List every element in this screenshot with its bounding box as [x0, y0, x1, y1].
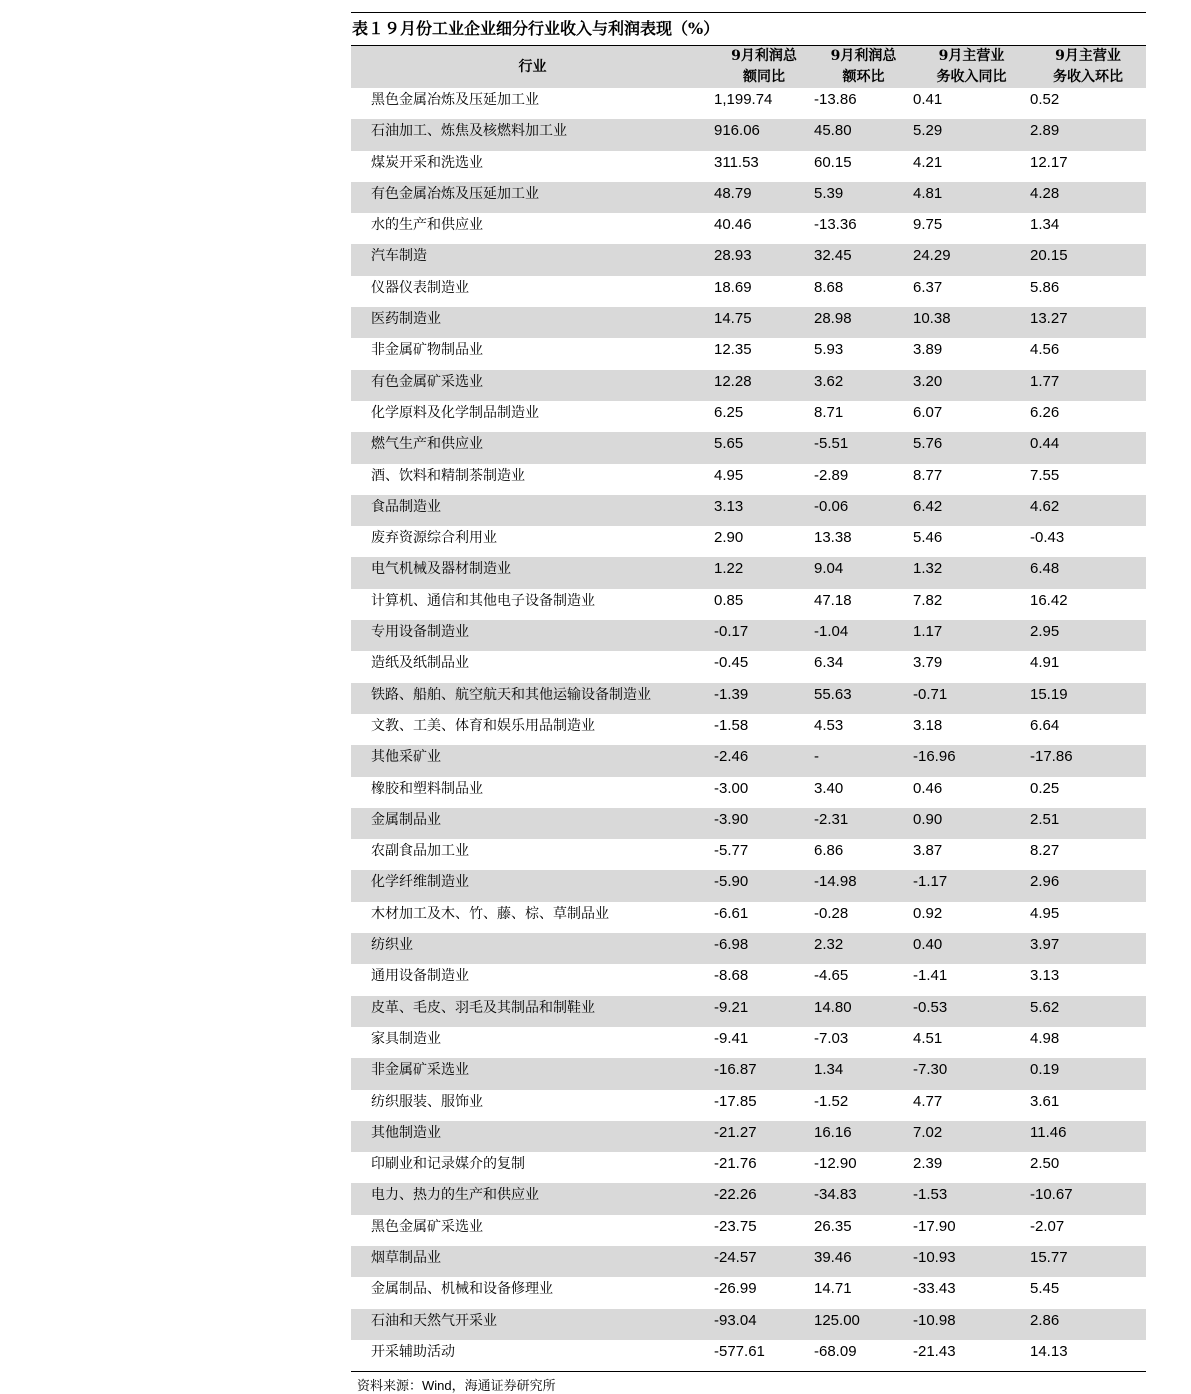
- value-cell: 2.32: [814, 933, 913, 964]
- industry-name-cell: 黑色金属冶炼及压延加工业: [371, 92, 539, 108]
- industry-name-cell: 木材加工及木、竹、藤、棕、草制品业: [371, 905, 609, 922]
- industry-name-cell: 有色金属冶炼及压延加工业: [351, 182, 714, 213]
- table-row: [351, 870, 1146, 901]
- table-row: [351, 839, 1146, 870]
- value-cell: 1,199.74: [714, 91, 773, 108]
- value-cell: -13.36: [814, 216, 857, 234]
- value-cell: -0.45: [714, 654, 749, 672]
- value-cell: -68.09: [814, 1342, 857, 1360]
- value-cell: -16.87: [714, 1058, 814, 1089]
- value-cell: 3.89: [913, 341, 943, 359]
- value-cell: 0.92: [913, 904, 943, 922]
- table-row: [351, 745, 1146, 776]
- value-cell: -3.00: [714, 779, 749, 797]
- value-cell: 14.80: [814, 996, 913, 1027]
- value-cell: 0.25: [1030, 779, 1060, 797]
- value-cell: 3.13: [714, 495, 814, 526]
- industry-name-cell: 计算机、通信和其他电子设备制造业: [371, 592, 595, 609]
- industry-name-cell: 非金属矿物制品业: [371, 342, 483, 359]
- value-cell: 125.00: [814, 1309, 913, 1340]
- value-cell: -1.41: [913, 967, 948, 985]
- value-cell: -0.43: [1030, 529, 1065, 547]
- table-row: [351, 620, 1146, 651]
- value-cell: 3.79: [913, 654, 943, 672]
- value-cell: 3.20: [913, 370, 1030, 401]
- header-industry: 行业: [351, 46, 714, 89]
- value-cell: -0.71: [913, 683, 1030, 714]
- industry-name-cell: 黑色金属矿采选业: [371, 1218, 483, 1235]
- industry-name-cell: 燃气生产和供应业: [351, 432, 714, 463]
- value-cell: -9.21: [714, 996, 814, 1027]
- table-row: [351, 119, 1146, 150]
- table-row: [351, 1215, 1146, 1246]
- value-cell: 6.25: [714, 403, 744, 421]
- value-cell: 16.16: [814, 1121, 913, 1152]
- value-cell: 8.68: [814, 278, 844, 296]
- value-cell: -9.41: [714, 1029, 749, 1047]
- value-cell: -2.31: [814, 808, 913, 839]
- value-cell: 3.62: [814, 370, 913, 401]
- value-cell: 16.42: [1030, 591, 1068, 609]
- industry-name-cell: 纺织业: [351, 933, 714, 964]
- value-cell: 5.46: [913, 529, 943, 547]
- table-row: [351, 1246, 1146, 1277]
- industry-name-cell: 食品制造业: [351, 495, 714, 526]
- value-cell: -13.86: [814, 91, 857, 108]
- value-cell: 8.27: [1030, 842, 1060, 860]
- industry-name-cell: 金属制品、机械和设备修理业: [371, 1281, 553, 1298]
- value-cell: 6.48: [1030, 557, 1146, 588]
- table-row: [351, 182, 1146, 213]
- industry-name-cell: 通用设备制造业: [371, 968, 469, 985]
- value-cell: 6.64: [1030, 716, 1060, 734]
- value-cell: 3.87: [913, 842, 943, 860]
- value-cell: 39.46: [814, 1246, 913, 1277]
- industry-name-cell: 废弃资源综合利用业: [371, 530, 497, 547]
- value-cell: 2.90: [714, 529, 744, 547]
- value-cell: -10.93: [913, 1246, 1030, 1277]
- table-row: [351, 1121, 1146, 1152]
- table-row: [351, 526, 1146, 557]
- table-row: [351, 276, 1146, 307]
- value-cell: 0.85: [714, 591, 744, 609]
- value-cell: -21.27: [714, 1121, 814, 1152]
- value-cell: 4.21: [913, 153, 943, 171]
- table-row: [351, 1340, 1146, 1372]
- value-cell: 2.96: [1030, 870, 1146, 901]
- table-row: [351, 370, 1146, 401]
- value-cell: 1.22: [714, 557, 814, 588]
- value-cell: 3.97: [1030, 933, 1146, 964]
- value-cell: 2.95: [1030, 620, 1146, 651]
- value-cell: 26.35: [814, 1217, 852, 1235]
- value-cell: -17.90: [913, 1217, 956, 1235]
- value-cell: -0.17: [714, 620, 814, 651]
- value-cell: 18.69: [714, 278, 752, 296]
- value-cell: 0.19: [1030, 1058, 1146, 1089]
- value-cell: 0.46: [913, 779, 943, 797]
- table-title: 表１９月份工业企业细分行业收入与利润表现（%）: [352, 19, 720, 38]
- source-label: 资料来源：: [357, 1379, 423, 1394]
- value-cell: 32.45: [814, 244, 913, 275]
- value-cell: -8.68: [714, 967, 749, 985]
- value-cell: 2.86: [1030, 1309, 1146, 1340]
- value-cell: -6.61: [714, 904, 749, 922]
- industry-name-cell: 医药制造业: [351, 307, 714, 338]
- value-cell: 916.06: [714, 119, 814, 150]
- value-cell: 3.40: [814, 779, 844, 797]
- table-row: [351, 902, 1146, 933]
- value-cell: -: [814, 745, 913, 776]
- value-cell: -21.76: [714, 1155, 757, 1173]
- value-cell: 7.82: [913, 591, 943, 609]
- value-cell: 2.39: [913, 1155, 943, 1173]
- value-cell: 2.51: [1030, 808, 1146, 839]
- value-cell: -6.98: [714, 933, 814, 964]
- header-revenue-mom: 9月主营业 务收入环比: [1030, 46, 1146, 89]
- value-cell: 24.29: [913, 244, 1030, 275]
- table-row: [351, 557, 1146, 588]
- value-cell: 5.39: [814, 182, 913, 213]
- value-cell: 12.17: [1030, 153, 1068, 171]
- value-cell: -10.98: [913, 1309, 1030, 1340]
- table-row: [351, 307, 1146, 338]
- value-cell: 3.18: [913, 716, 943, 734]
- table-row: [351, 432, 1146, 463]
- industry-table: [351, 45, 1146, 1372]
- value-cell: 1.77: [1030, 370, 1146, 401]
- value-cell: 2.50: [1030, 1155, 1060, 1173]
- value-cell: 1.34: [814, 1058, 913, 1089]
- industry-name-cell: 仪器仪表制造业: [371, 279, 469, 296]
- value-cell: 5.65: [714, 432, 814, 463]
- source-wind: Wind: [422, 1378, 452, 1394]
- value-cell: 48.79: [714, 182, 814, 213]
- table-row: [351, 1090, 1146, 1121]
- value-cell: 60.15: [814, 153, 852, 171]
- value-cell: -1.04: [814, 620, 913, 651]
- value-cell: 3.61: [1030, 1092, 1060, 1110]
- table-row: [351, 151, 1146, 182]
- value-cell: 5.76: [913, 432, 1030, 463]
- value-cell: 1.32: [913, 557, 1030, 588]
- value-cell: -21.43: [913, 1342, 956, 1360]
- table-row: [351, 213, 1146, 244]
- value-cell: 5.29: [913, 119, 1030, 150]
- industry-name-cell: 印刷业和记录媒介的复制: [371, 1156, 525, 1173]
- table-row: [351, 495, 1146, 526]
- table-container: [351, 12, 1146, 1394]
- value-cell: -0.06: [814, 495, 913, 526]
- value-cell: 6.86: [814, 842, 844, 860]
- value-cell: 4.53: [814, 716, 844, 734]
- table-row: [351, 589, 1146, 620]
- table-row: [351, 1183, 1146, 1214]
- table-row: [351, 651, 1146, 682]
- industry-name-cell: 汽车制造: [351, 244, 714, 275]
- value-cell: 1.17: [913, 620, 1030, 651]
- value-cell: 9.04: [814, 557, 913, 588]
- value-cell: 40.46: [714, 216, 752, 234]
- source-rest: ，海通证券研究所: [451, 1379, 556, 1394]
- industry-name-cell: 电力、热力的生产和供应业: [351, 1183, 714, 1214]
- table-row: [351, 777, 1146, 808]
- table-row: [351, 244, 1146, 275]
- industry-name-cell: 金属制品业: [351, 808, 714, 839]
- value-cell: -0.28: [814, 904, 849, 922]
- value-cell: -93.04: [714, 1309, 814, 1340]
- value-cell: -7.30: [913, 1058, 1030, 1089]
- value-cell: 20.15: [1030, 244, 1146, 275]
- industry-name-cell: 电气机械及器材制造业: [351, 557, 714, 588]
- value-cell: -26.99: [714, 1280, 757, 1298]
- value-cell: 0.90: [913, 808, 1030, 839]
- value-cell: 4.81: [913, 182, 1030, 213]
- table-body: [351, 88, 1146, 1372]
- value-cell: -1.53: [913, 1183, 1030, 1214]
- value-cell: 7.55: [1030, 466, 1060, 484]
- industry-name-cell: 其他采矿业: [351, 745, 714, 776]
- value-cell: 10.38: [913, 307, 1030, 338]
- industry-name-cell: 铁路、船舶、航空航天和其他运输设备制造业: [351, 683, 714, 714]
- table-row: [351, 683, 1146, 714]
- industry-name-cell: 石油和天然气开采业: [351, 1309, 714, 1340]
- value-cell: 14.13: [1030, 1342, 1068, 1360]
- value-cell: 28.98: [814, 307, 913, 338]
- industry-name-cell: 造纸及纸制品业: [371, 655, 469, 672]
- value-cell: -1.39: [714, 683, 814, 714]
- value-cell: 55.63: [814, 683, 913, 714]
- industry-name-cell: 煤炭开采和洗选业: [371, 154, 483, 171]
- value-cell: 1.34: [1030, 216, 1060, 234]
- value-cell: 6.34: [814, 654, 844, 672]
- value-cell: 4.51: [913, 1029, 943, 1047]
- industry-name-cell: 烟草制品业: [351, 1246, 714, 1277]
- value-cell: -4.65: [814, 967, 849, 985]
- value-cell: -14.98: [814, 870, 913, 901]
- value-cell: -5.90: [714, 870, 814, 901]
- table-row: [351, 1027, 1146, 1058]
- industry-name-cell: 农副食品加工业: [371, 843, 469, 860]
- value-cell: 11.46: [1030, 1121, 1146, 1152]
- value-cell: 7.02: [913, 1121, 1030, 1152]
- value-cell: -2.89: [814, 466, 849, 484]
- value-cell: 12.35: [714, 341, 752, 359]
- value-cell: 6.26: [1030, 403, 1060, 421]
- industry-name-cell: 有色金属矿采选业: [351, 370, 714, 401]
- value-cell: -34.83: [814, 1183, 913, 1214]
- source-note: [351, 1375, 1146, 1394]
- value-cell: 0.40: [913, 933, 1030, 964]
- value-cell: -3.90: [714, 808, 814, 839]
- value-cell: -1.17: [913, 870, 1030, 901]
- industry-name-cell: 家具制造业: [371, 1030, 441, 1047]
- industry-name-cell: 非金属矿采选业: [351, 1058, 714, 1089]
- value-cell: 12.28: [714, 370, 814, 401]
- value-cell: 15.77: [1030, 1246, 1146, 1277]
- value-cell: 5.86: [1030, 278, 1060, 296]
- table-row: [351, 933, 1146, 964]
- header-row: [351, 46, 1146, 89]
- industry-name-cell: 橡胶和塑料制品业: [371, 780, 483, 797]
- value-cell: -23.75: [714, 1217, 757, 1235]
- industry-name-cell: 专用设备制造业: [351, 620, 714, 651]
- value-cell: 3.13: [1030, 967, 1060, 985]
- header-profit-yoy: 9月利润总 额同比: [714, 46, 814, 89]
- value-cell: -577.61: [714, 1342, 765, 1360]
- table-row: [351, 808, 1146, 839]
- value-cell: -10.67: [1030, 1183, 1146, 1214]
- value-cell: -5.77: [714, 842, 749, 860]
- value-cell: -1.58: [714, 716, 749, 734]
- value-cell: 14.75: [714, 307, 814, 338]
- industry-name-cell: 水的生产和供应业: [371, 217, 483, 234]
- value-cell: 6.37: [913, 278, 943, 296]
- value-cell: 2.89: [1030, 119, 1146, 150]
- value-cell: 6.07: [913, 403, 943, 421]
- industry-name-cell: 文教、工美、体育和娱乐用品制造业: [371, 717, 595, 734]
- value-cell: 5.93: [814, 341, 844, 359]
- industry-name-cell: 化学原料及化学制品制造业: [371, 404, 539, 421]
- industry-name-cell: 纺织服装、服饰业: [371, 1093, 483, 1110]
- table-row: [351, 88, 1146, 119]
- value-cell: 14.71: [814, 1280, 852, 1298]
- value-cell: 4.28: [1030, 182, 1146, 213]
- table-row: [351, 714, 1146, 745]
- table-row: [351, 338, 1146, 369]
- value-cell: 5.45: [1030, 1280, 1060, 1298]
- industry-name-cell: 开采辅助活动: [371, 1343, 455, 1360]
- industry-name-cell: 其他制造业: [351, 1121, 714, 1152]
- header-revenue-yoy: 9月主营业 务收入同比: [913, 46, 1030, 89]
- industry-name-cell: 化学纤维制造业: [351, 870, 714, 901]
- value-cell: -17.86: [1030, 745, 1146, 776]
- value-cell: -5.51: [814, 432, 913, 463]
- industry-name-cell: 酒、饮料和精制茶制造业: [371, 467, 525, 484]
- value-cell: -2.46: [714, 745, 814, 776]
- value-cell: -17.85: [714, 1092, 757, 1110]
- value-cell: 4.95: [714, 466, 744, 484]
- value-cell: -2.07: [1030, 1217, 1065, 1235]
- value-cell: 8.77: [913, 466, 943, 484]
- value-cell: 47.18: [814, 591, 852, 609]
- value-cell: 4.95: [1030, 904, 1060, 922]
- value-cell: 0.44: [1030, 432, 1146, 463]
- table-row: [351, 996, 1146, 1027]
- table-row: [351, 1152, 1146, 1183]
- value-cell: 9.75: [913, 216, 943, 234]
- value-cell: -22.26: [714, 1183, 814, 1214]
- table-row: [351, 964, 1146, 995]
- value-cell: 4.91: [1030, 654, 1060, 672]
- value-cell: -33.43: [913, 1280, 956, 1298]
- value-cell: 311.53: [714, 153, 759, 171]
- value-cell: -7.03: [814, 1029, 849, 1047]
- value-cell: 45.80: [814, 119, 913, 150]
- value-cell: 13.38: [814, 529, 852, 547]
- value-cell: 0.41: [913, 91, 943, 108]
- value-cell: -24.57: [714, 1246, 814, 1277]
- value-cell: 4.56: [1030, 341, 1060, 359]
- value-cell: 4.62: [1030, 495, 1146, 526]
- table-row: [351, 464, 1146, 495]
- table-row: [351, 1309, 1146, 1340]
- value-cell: 4.77: [913, 1092, 943, 1110]
- value-cell: -12.90: [814, 1155, 857, 1173]
- value-cell: -1.52: [814, 1092, 849, 1110]
- value-cell: -16.96: [913, 745, 1030, 776]
- industry-name-cell: 皮革、毛皮、羽毛及其制品和制鞋业: [351, 996, 714, 1027]
- value-cell: -0.53: [913, 996, 1030, 1027]
- value-cell: 8.71: [814, 403, 844, 421]
- table-row: [351, 1277, 1146, 1308]
- table-row: [351, 1058, 1146, 1089]
- value-cell: 15.19: [1030, 683, 1146, 714]
- value-cell: 28.93: [714, 244, 814, 275]
- value-cell: 6.42: [913, 495, 1030, 526]
- industry-name-cell: 石油加工、炼焦及核燃料加工业: [351, 119, 714, 150]
- header-profit-mom: 9月利润总 额环比: [814, 46, 913, 89]
- value-cell: 0.52: [1030, 91, 1060, 108]
- table-row: [351, 401, 1146, 432]
- value-cell: 5.62: [1030, 996, 1146, 1027]
- value-cell: 4.98: [1030, 1029, 1060, 1047]
- value-cell: 13.27: [1030, 307, 1146, 338]
